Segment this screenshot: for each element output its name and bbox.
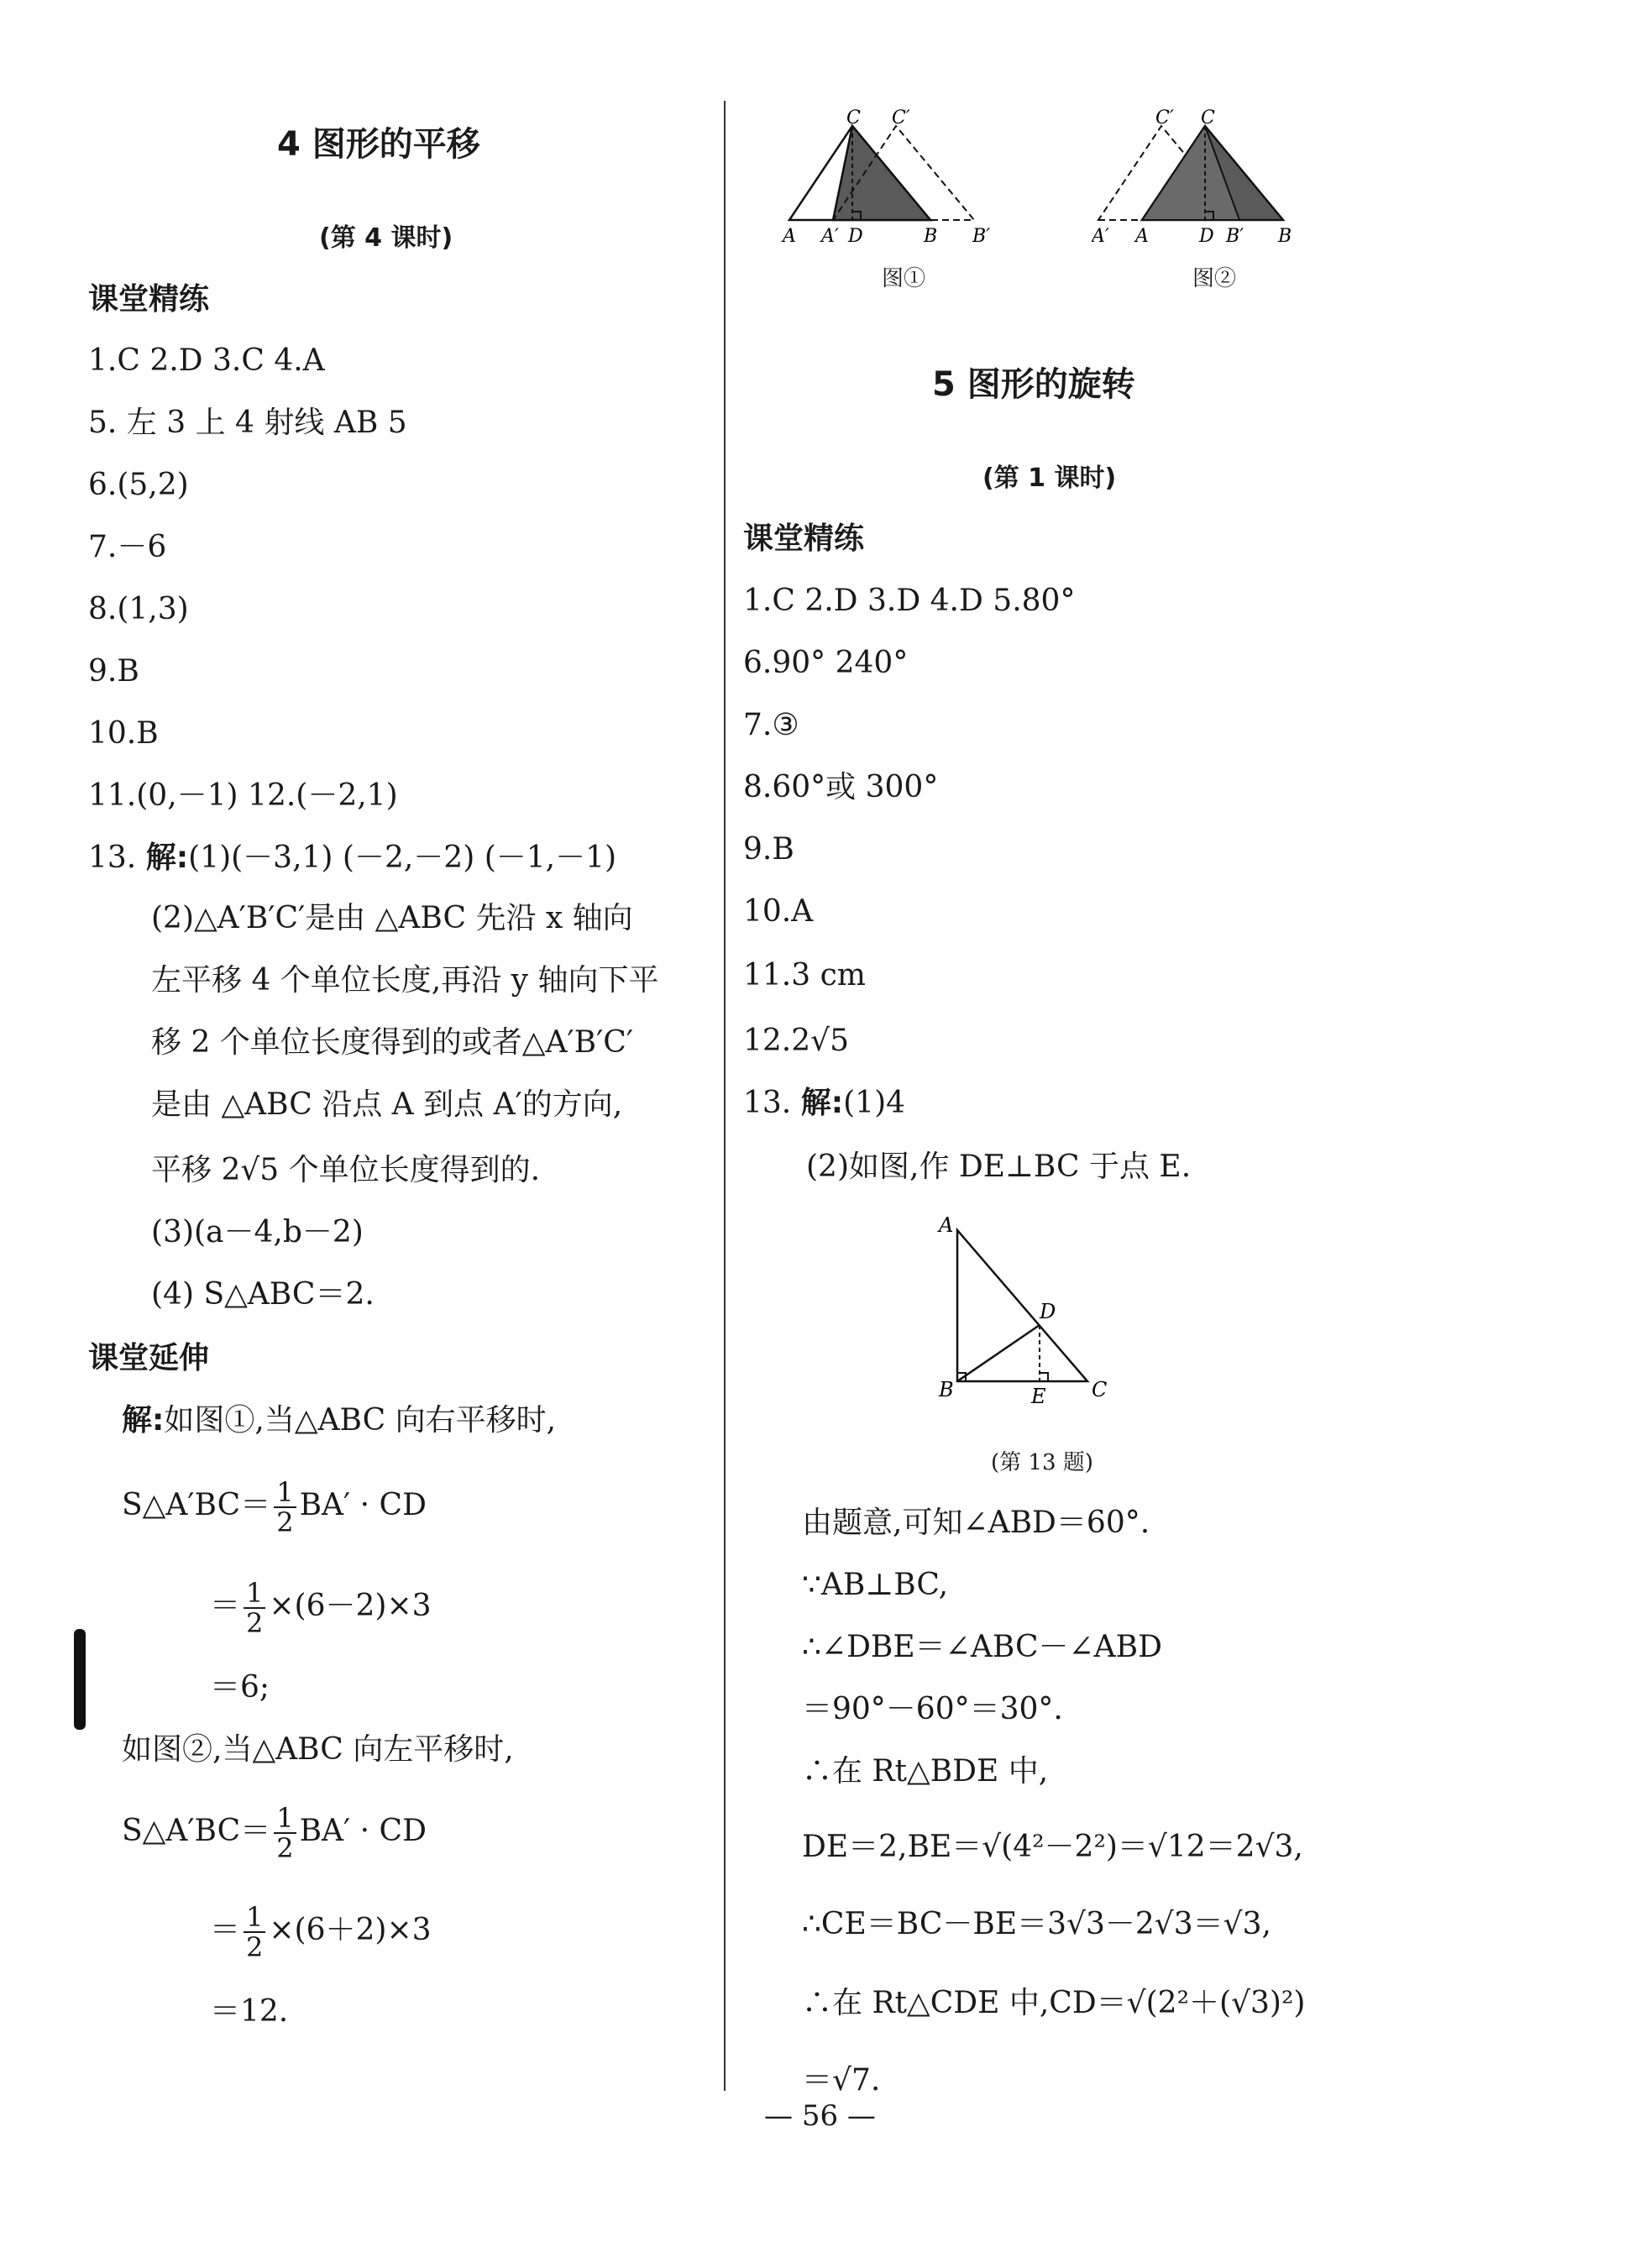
fraction-denominator: 2 [276,1832,294,1864]
fraction-numerator: 1 [244,1579,265,1609]
answer-line: 8.60°或 300° [743,770,939,804]
page-number: — 56 — [764,2099,876,2133]
section-title: 4 图形的平移 [277,125,480,164]
lesson-subtitle: (第 1 课时) [982,464,1117,493]
label-b: B [924,226,938,247]
column-divider [724,101,726,2091]
question-number: 13. [743,1086,792,1120]
fraction-half [244,1903,265,1962]
triangle-abc [957,1230,1087,1381]
question-13-figure [932,1213,1125,1406]
fraction-numerator: 1 [244,1903,265,1933]
solution-line: ∴在 Rt△BDE 中, [802,1754,1049,1789]
solution-line: 左平移 4 个单位长度,再沿 y 轴向下平 [151,963,659,998]
label-c-prime: C′ [892,109,910,128]
solution-line: ∴在 Rt△CDE 中,CD＝√(2²＋(√3)²) [802,1986,1306,2020]
part-1-answer: (1)(－3,1) (－2,－2) (－1,－1) [188,841,617,875]
answer-line: 1.C 2.D 3.D 4.D 5.80° [743,584,1076,618]
label-d: D [848,226,863,247]
part-2-text: (2)如图,作 DE⊥BC 于点 E. [806,1150,1192,1184]
figure-2-translation-left [1092,109,1377,252]
area-result-2: ＝12. [210,1994,289,2029]
extension-text: 如图①,当△ABC 向右平移时, [164,1403,557,1438]
answer-line: 7.③ [743,708,799,742]
label-a: A [783,226,796,247]
label-e: E [1031,1385,1046,1406]
label-a-prime: A′ [1092,226,1109,247]
answer-line: 9.B [743,832,794,867]
segment-bd [957,1325,1040,1381]
label-a: A [1135,226,1149,247]
practice-heading: 课堂精练 [743,521,865,556]
label-a: A [939,1213,954,1237]
solution-line: 由题意,可知∠ABD＝60°. [802,1506,1150,1540]
fraction-numerator: 1 [274,1478,296,1508]
extension-line [122,1402,556,1439]
section-title: 5 图形的旋转 [932,365,1135,404]
solution-line: (3)(a－4,b－2) [151,1215,364,1249]
label-a-prime: A′ [821,226,839,247]
solution-line: 是由 △ABC 沿点 A 到点 A′的方向, [151,1087,623,1122]
label-c: C [846,109,861,128]
equals-sign: ＝ [210,1913,241,1947]
answer-line: 12.2√5 [743,1024,849,1058]
solution-line: 移 2 个单位长度得到的或者△A′B′C′ [151,1025,633,1060]
part-1-answer: (1)4 [843,1086,906,1120]
figure-1-translation-right [781,109,1066,252]
answer-line: 9.B [88,654,139,689]
label-b: B [1278,226,1292,247]
answer-line: 5. 左 3 上 4 射线 AB 5 [88,406,407,440]
area-formula-2 [122,1804,427,1862]
area-result-1: ＝6; [210,1670,270,1705]
label-b-prime: B′ [1226,226,1244,247]
right-angle-e [1040,1373,1048,1381]
answer-line: 11.(0,－1) 12.(－2,1) [88,778,398,813]
area-label: S△A′BC＝ [122,1814,271,1848]
label-b-prime: B′ [972,226,991,247]
solution-line: ∵AB⊥BC, [802,1568,949,1602]
area-step-1 [210,1579,432,1637]
fraction-half [244,1579,265,1637]
answer-line: 1.C 2.D 3.C 4.A [88,343,325,378]
answer-line: 7.－6 [88,530,167,564]
answer-line: 8.(1,3) [88,592,189,626]
scan-mark [74,1629,86,1730]
fraction-half [274,1804,296,1862]
label-d: D [1040,1300,1056,1323]
solution-label: 解: [145,841,189,875]
label-d: D [1199,226,1214,247]
area-expression: ×(6＋2)×3 [269,1913,432,1947]
solution-line: (2)△A′B′C′是由 △ABC 先沿 x 轴向 [151,901,633,935]
answer-line: 6.(5,2) [88,468,189,502]
lesson-subtitle: (第 4 课时) [319,223,453,253]
solution-line: DE＝2,BE＝√(4²－2²)＝√12＝2√3, [802,1830,1303,1864]
solution-line: ＝√7. [802,2063,881,2098]
label-b: B [939,1378,954,1401]
question-number: 13. [88,841,137,875]
label-c: C [1201,109,1215,128]
label-c-prime: C′ [1155,109,1174,128]
area-expression: ×(6－2)×3 [269,1589,432,1623]
fraction-denominator: 2 [246,1931,264,1963]
area-step-2 [210,1903,432,1962]
solution-line: 平移 2√5 个单位长度得到的. [151,1153,541,1187]
answer-line: 10.B [88,716,159,751]
solution-line: ∴∠DBE＝∠ABC－∠ABD [802,1630,1162,1664]
solution-label: 解: [122,1403,165,1438]
area-expression: BA′ · CD [299,1488,427,1522]
figure-1-caption: 图① [882,266,926,291]
extension-text-2: 如图②,当△ABC 向左平移时, [122,1732,514,1767]
fraction-half [274,1478,296,1537]
fraction-numerator: 1 [274,1804,296,1834]
solution-line: ＝90°－60°＝30°. [802,1692,1063,1726]
answer-line: 6.90° 240° [743,646,909,680]
figure-2-caption: 图② [1192,266,1237,291]
solution-label: 解: [800,1086,844,1120]
question-13-line [743,1085,905,1122]
answer-line: 11.3 cm [743,958,866,993]
question-13-caption: (第 13 题) [991,1450,1093,1475]
solution-line: (4) S△ABC＝2. [151,1277,375,1312]
extension-heading: 课堂延伸 [88,1341,210,1375]
fraction-denominator: 2 [276,1506,294,1538]
question-13-line [88,840,616,877]
area-formula-1 [122,1478,427,1537]
area-label: S△A′BC＝ [122,1488,271,1522]
area-expression: BA′ · CD [299,1814,427,1848]
fraction-denominator: 2 [246,1607,264,1639]
shaded-overlap [833,126,930,220]
equals-sign: ＝ [210,1589,241,1623]
answer-line: 10.A [743,894,814,929]
solution-line: ∴CE＝BC－BE＝3√3－2√3＝√3, [802,1907,1271,1941]
practice-heading: 课堂精练 [88,282,210,317]
label-c: C [1092,1378,1108,1401]
